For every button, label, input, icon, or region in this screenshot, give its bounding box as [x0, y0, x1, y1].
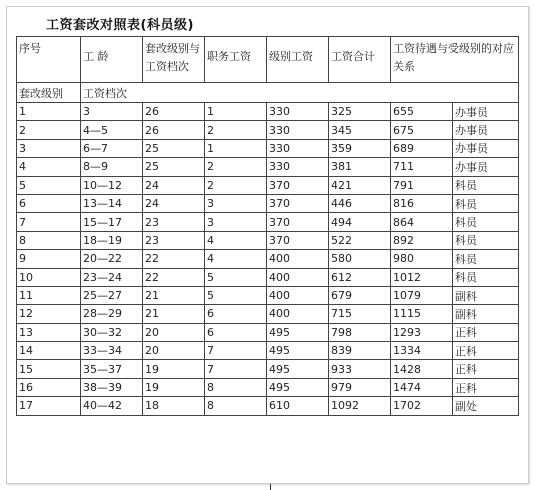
cell-salary-total: 979 — [329, 378, 391, 396]
table-row — [17, 397, 519, 415]
cell-grade-salary: 330 — [267, 158, 329, 176]
table-row — [17, 103, 519, 121]
cell-index: 3 — [17, 139, 81, 157]
cell-salary-total: 421 — [329, 176, 391, 194]
cell-grade: 21 — [143, 305, 205, 323]
cell-grade: 24 — [143, 176, 205, 194]
table-row — [17, 342, 519, 360]
cell-total-pay: 1474 — [391, 378, 453, 396]
cell-seniority: 30—32 — [81, 323, 143, 341]
cell-grade-salary: 400 — [267, 305, 329, 323]
cell-grade-salary: 370 — [267, 231, 329, 249]
cell-position: 科员 — [453, 250, 519, 268]
cell-index: 15 — [17, 360, 81, 378]
cell-total-pay: 1428 — [391, 360, 453, 378]
cell-grade-salary: 330 — [267, 121, 329, 139]
cell-index: 5 — [17, 176, 81, 194]
cell-index: 10 — [17, 268, 81, 286]
cell-seniority: 8—9 — [81, 158, 143, 176]
table-row — [17, 139, 519, 157]
cell-grade: 20 — [143, 323, 205, 341]
cell-step: 7 — [205, 360, 267, 378]
table-row — [17, 378, 519, 396]
cell-salary-total: 798 — [329, 323, 391, 341]
cell-grade-salary: 370 — [267, 176, 329, 194]
cell-grade: 23 — [143, 213, 205, 231]
cell-total-pay: 864 — [391, 213, 453, 231]
cell-seniority: 3 — [81, 103, 143, 121]
cell-total-pay: 1012 — [391, 268, 453, 286]
cell-seniority: 10—12 — [81, 176, 143, 194]
cell-index: 8 — [17, 231, 81, 249]
table-row — [17, 176, 519, 194]
cell-total-pay: 816 — [391, 194, 453, 212]
cell-grade: 21 — [143, 286, 205, 304]
cell-position: 副科 — [453, 286, 519, 304]
cell-position: 科员 — [453, 231, 519, 249]
table-row — [17, 360, 519, 378]
cell-grade: 19 — [143, 378, 205, 396]
table-row — [17, 268, 519, 286]
cell-index: 16 — [17, 378, 81, 396]
cell-seniority: 4—5 — [81, 121, 143, 139]
cell-grade-salary: 400 — [267, 286, 329, 304]
bottom-tick-mark — [270, 484, 271, 490]
header-seniority: 工 龄 — [81, 37, 143, 83]
cell-grade: 18 — [143, 397, 205, 415]
cell-index: 13 — [17, 323, 81, 341]
table-row — [17, 213, 519, 231]
cell-total-pay: 655 — [391, 103, 453, 121]
cell-total-pay: 1702 — [391, 397, 453, 415]
cell-grade: 20 — [143, 342, 205, 360]
cell-position: 办事员 — [453, 139, 519, 157]
cell-step: 1 — [205, 103, 267, 121]
cell-seniority: 33—34 — [81, 342, 143, 360]
table-row — [17, 305, 519, 323]
cell-step: 6 — [205, 305, 267, 323]
cell-index: 17 — [17, 397, 81, 415]
cell-grade: 24 — [143, 194, 205, 212]
cell-salary-total: 580 — [329, 250, 391, 268]
cell-total-pay: 980 — [391, 250, 453, 268]
cell-seniority: 23—24 — [81, 268, 143, 286]
cell-total-pay: 711 — [391, 158, 453, 176]
cell-salary-total: 933 — [329, 360, 391, 378]
header-grade-level: 套改级别与工资档次 — [143, 37, 205, 83]
table-row — [17, 194, 519, 212]
cell-position: 科员 — [453, 213, 519, 231]
cell-seniority: 6—7 — [81, 139, 143, 157]
cell-grade: 26 — [143, 103, 205, 121]
header-treatment-relation: 工资待遇与受级别的对应关系 — [391, 37, 519, 83]
cell-grade-salary: 370 — [267, 194, 329, 212]
cell-salary-total: 715 — [329, 305, 391, 323]
cell-step: 5 — [205, 268, 267, 286]
cell-salary-total: 446 — [329, 194, 391, 212]
cell-position: 办事员 — [453, 103, 519, 121]
cell-grade: 23 — [143, 231, 205, 249]
cell-index: 14 — [17, 342, 81, 360]
cell-index: 2 — [17, 121, 81, 139]
salary-table — [16, 36, 519, 416]
cell-total-pay: 675 — [391, 121, 453, 139]
cell-step: 8 — [205, 378, 267, 396]
header-position-salary: 职务工资 — [205, 37, 267, 83]
cell-seniority: 40—42 — [81, 397, 143, 415]
cell-salary-total: 522 — [329, 231, 391, 249]
cell-grade-salary: 330 — [267, 103, 329, 121]
subheader-grade: 套改级别 — [17, 83, 81, 103]
cell-grade: 19 — [143, 360, 205, 378]
cell-salary-total: 839 — [329, 342, 391, 360]
cell-seniority: 18—19 — [81, 231, 143, 249]
cell-salary-total: 325 — [329, 103, 391, 121]
cell-index: 7 — [17, 213, 81, 231]
table-row — [17, 286, 519, 304]
cell-step: 2 — [205, 176, 267, 194]
cell-grade-salary: 610 — [267, 397, 329, 415]
cell-position: 副处 — [453, 397, 519, 415]
cell-grade-salary: 495 — [267, 323, 329, 341]
cell-position: 副科 — [453, 305, 519, 323]
cell-total-pay: 1079 — [391, 286, 453, 304]
cell-position: 办事员 — [453, 158, 519, 176]
cell-grade: 25 — [143, 139, 205, 157]
table-row — [17, 121, 519, 139]
cell-salary-total: 1092 — [329, 397, 391, 415]
cell-grade-salary: 495 — [267, 378, 329, 396]
table-row — [17, 250, 519, 268]
cell-grade: 26 — [143, 121, 205, 139]
cell-index: 9 — [17, 250, 81, 268]
cell-seniority: 15—17 — [81, 213, 143, 231]
cell-index: 6 — [17, 194, 81, 212]
cell-total-pay: 892 — [391, 231, 453, 249]
cell-salary-total: 381 — [329, 158, 391, 176]
cell-total-pay: 1334 — [391, 342, 453, 360]
cell-seniority: 28—29 — [81, 305, 143, 323]
cell-seniority: 35—37 — [81, 360, 143, 378]
cell-total-pay: 689 — [391, 139, 453, 157]
cell-seniority: 25—27 — [81, 286, 143, 304]
cell-grade-salary: 370 — [267, 213, 329, 231]
table-row — [17, 231, 519, 249]
cell-grade: 25 — [143, 158, 205, 176]
cell-total-pay: 1115 — [391, 305, 453, 323]
cell-position: 科员 — [453, 176, 519, 194]
header-grade-salary: 级别工资 — [267, 37, 329, 83]
cell-position: 正科 — [453, 323, 519, 341]
cell-grade-salary: 400 — [267, 250, 329, 268]
cell-index: 4 — [17, 158, 81, 176]
cell-index: 12 — [17, 305, 81, 323]
header-index: 序号 — [17, 37, 81, 83]
cell-grade-salary: 330 — [267, 139, 329, 157]
cell-grade-salary: 400 — [267, 268, 329, 286]
table-header-row — [17, 37, 519, 83]
cell-position: 正科 — [453, 342, 519, 360]
cell-position: 科员 — [453, 268, 519, 286]
cell-step: 4 — [205, 231, 267, 249]
cell-step: 6 — [205, 323, 267, 341]
cell-position: 正科 — [453, 378, 519, 396]
header-salary-total: 工资合计 — [329, 37, 391, 83]
table-subheader-row — [17, 83, 519, 103]
cell-step: 8 — [205, 397, 267, 415]
cell-index: 1 — [17, 103, 81, 121]
table-row — [17, 158, 519, 176]
table-title: 工资套改对照表(科员级) — [46, 18, 194, 33]
cell-seniority: 13—14 — [81, 194, 143, 212]
cell-salary-total: 359 — [329, 139, 391, 157]
cell-salary-total: 345 — [329, 121, 391, 139]
cell-position: 办事员 — [453, 121, 519, 139]
cell-step: 7 — [205, 342, 267, 360]
table-row — [17, 323, 519, 341]
cell-step: 3 — [205, 194, 267, 212]
cell-position: 科员 — [453, 194, 519, 212]
cell-salary-total: 494 — [329, 213, 391, 231]
subheader-step: 工资档次 — [81, 83, 519, 103]
cell-total-pay: 791 — [391, 176, 453, 194]
cell-step: 2 — [205, 158, 267, 176]
cell-seniority: 38—39 — [81, 378, 143, 396]
cell-salary-total: 612 — [329, 268, 391, 286]
cell-grade-salary: 495 — [267, 360, 329, 378]
cell-step: 2 — [205, 121, 267, 139]
cell-grade: 22 — [143, 268, 205, 286]
cell-salary-total: 679 — [329, 286, 391, 304]
cell-step: 3 — [205, 213, 267, 231]
cell-step: 1 — [205, 139, 267, 157]
cell-step: 4 — [205, 250, 267, 268]
cell-seniority: 20—22 — [81, 250, 143, 268]
cell-index: 11 — [17, 286, 81, 304]
cell-grade: 22 — [143, 250, 205, 268]
cell-position: 正科 — [453, 360, 519, 378]
cell-grade-salary: 495 — [267, 342, 329, 360]
cell-step: 5 — [205, 286, 267, 304]
cell-total-pay: 1293 — [391, 323, 453, 341]
